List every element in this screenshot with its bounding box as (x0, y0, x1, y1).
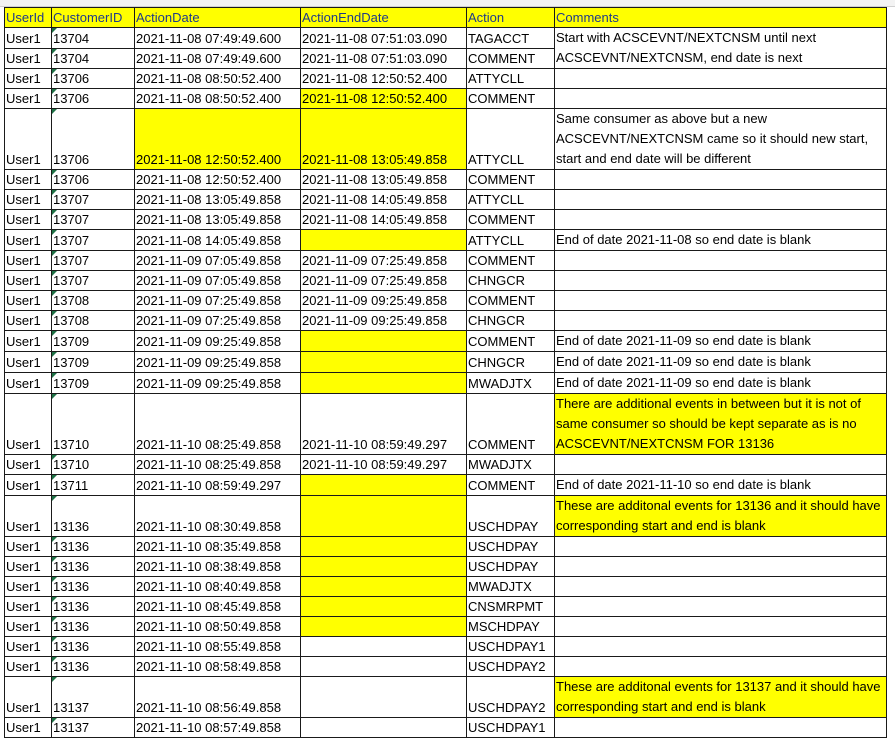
cell-comments[interactable]: Start with ACSCEVNT/NEXTCNSM until next (555, 28, 887, 49)
cell-actionenddate[interactable]: 2021-11-08 14:05:49.858 (301, 190, 467, 210)
error-indicator-icon (52, 557, 57, 562)
cell-actiondate[interactable]: 2021-11-08 08:50:52.400 (135, 69, 301, 89)
cell-customerid[interactable] (52, 170, 135, 190)
cell-userid[interactable]: User1 (5, 190, 52, 210)
cell-comments[interactable]: These are additonal events for 13136 and it should have corresponding start and end is blank (555, 496, 887, 537)
cell-action[interactable]: USCHDPAY (467, 537, 555, 557)
cell-userid[interactable]: User1 (5, 537, 52, 557)
cell-actionenddate[interactable] (301, 331, 467, 352)
cell-actiondate[interactable]: 2021-11-10 08:50:49.858 (135, 617, 301, 637)
table-row (5, 190, 887, 210)
cell-customerid[interactable] (52, 28, 135, 49)
cell-action[interactable]: ATTYCLL (467, 190, 555, 210)
cell-comments[interactable] (555, 597, 887, 617)
cell-actionenddate[interactable] (301, 677, 467, 718)
cell-actiondate[interactable]: 2021-11-09 07:05:49.858 (135, 251, 301, 271)
error-indicator-icon (52, 718, 57, 723)
cell-text: 13706 (53, 71, 90, 86)
cell-customerid[interactable] (52, 210, 135, 230)
cell-customerid[interactable] (52, 496, 135, 537)
error-indicator-icon (52, 28, 57, 33)
cell-customerid[interactable] (52, 394, 135, 455)
cell-customerid[interactable] (52, 291, 135, 311)
cell-userid[interactable]: User1 (5, 718, 52, 738)
cell-comments[interactable] (555, 251, 887, 271)
cell-action[interactable]: ATTYCLL (467, 230, 555, 251)
cell-actiondate[interactable]: 2021-11-09 09:25:49.858 (135, 331, 301, 352)
cell-actionenddate[interactable]: 2021-11-09 07:25:49.858 (301, 271, 467, 291)
header-row (5, 8, 887, 28)
cell-actiondate[interactable]: 2021-11-08 07:49:49.600 (135, 28, 301, 49)
cell-comments[interactable]: Same consumer as above but a new ACSCEVNT/NEXTCNSM came so it should new start, start and end date will be different (555, 109, 887, 170)
table-row (5, 311, 887, 331)
cell-actionenddate[interactable]: 2021-11-10 08:59:49.297 (301, 455, 467, 475)
cell-actionenddate[interactable] (301, 496, 467, 537)
cell-action[interactable]: CHNGCR (467, 271, 555, 291)
cell-userid[interactable]: User1 (5, 311, 52, 331)
table-row (5, 394, 887, 455)
error-indicator-icon (52, 394, 57, 399)
cell-userid[interactable]: User1 (5, 617, 52, 637)
cell-text: 13137 (53, 700, 90, 715)
cell-text: 13707 (53, 212, 90, 227)
cell-text: 13706 (53, 152, 90, 167)
cell-customerid[interactable] (52, 557, 135, 577)
table-row (5, 557, 887, 577)
cell-action[interactable]: ATTYCLL (467, 69, 555, 89)
cell-actiondate[interactable]: 2021-11-10 08:25:49.858 (135, 394, 301, 455)
cell-actiondate[interactable]: 2021-11-10 08:55:49.858 (135, 637, 301, 657)
cell-customerid[interactable] (52, 352, 135, 373)
cell-comments[interactable] (555, 271, 887, 291)
cell-comments[interactable] (555, 170, 887, 190)
cell-actiondate[interactable]: 2021-11-08 12:50:52.400 (135, 170, 301, 190)
cell-text: 13136 (53, 639, 90, 654)
cell-userid[interactable]: User1 (5, 637, 52, 657)
table-row (5, 677, 887, 718)
header-cell-userid[interactable]: UserId (5, 8, 52, 28)
column-header-strip (0, 0, 895, 7)
error-indicator-icon (52, 109, 57, 114)
cell-comments[interactable] (555, 577, 887, 597)
error-indicator-icon (52, 230, 57, 235)
error-indicator-icon (52, 271, 57, 276)
cell-text: 13707 (53, 192, 90, 207)
spreadsheet-grid (4, 7, 887, 738)
cell-userid[interactable]: User1 (5, 455, 52, 475)
cell-actionenddate[interactable]: 2021-11-08 13:05:49.858 (301, 170, 467, 190)
cell-text: 13707 (53, 253, 90, 268)
cell-actiondate[interactable]: 2021-11-10 08:40:49.858 (135, 577, 301, 597)
cell-actiondate[interactable]: 2021-11-09 07:25:49.858 (135, 311, 301, 331)
cell-action[interactable]: MWADJTX (467, 373, 555, 394)
error-indicator-icon (52, 291, 57, 296)
cell-userid[interactable]: User1 (5, 230, 52, 251)
error-indicator-icon (52, 190, 57, 195)
cell-actionenddate[interactable] (301, 475, 467, 496)
table-row (5, 331, 887, 352)
cell-comments[interactable] (555, 291, 887, 311)
cell-action[interactable]: USCHDPAY2 (467, 677, 555, 718)
table-row (5, 657, 887, 677)
table-row (5, 69, 887, 89)
error-indicator-icon (52, 352, 57, 357)
cell-actionenddate[interactable]: 2021-11-09 09:25:49.858 (301, 291, 467, 311)
cell-action[interactable]: MWADJTX (467, 455, 555, 475)
cell-customerid[interactable] (52, 617, 135, 637)
cell-text: 13709 (53, 376, 90, 391)
cell-action[interactable]: COMMENT (467, 475, 555, 496)
cell-actionenddate[interactable]: 2021-11-08 07:51:03.090 (301, 28, 467, 49)
cell-userid[interactable]: User1 (5, 677, 52, 718)
cell-comments[interactable]: End of date 2021-11-09 so end date is blank (555, 373, 887, 394)
cell-userid[interactable]: User1 (5, 394, 52, 455)
cell-action[interactable]: COMMENT (467, 48, 555, 69)
error-indicator-icon (52, 657, 57, 662)
cell-text: 13136 (53, 619, 90, 634)
cell-actionenddate[interactable] (301, 718, 467, 738)
table-row (5, 617, 887, 637)
error-indicator-icon (52, 537, 57, 542)
cell-text: 13711 (53, 478, 89, 493)
cell-comments[interactable] (555, 190, 887, 210)
cell-action[interactable]: COMMENT (467, 251, 555, 271)
error-indicator-icon (52, 210, 57, 215)
error-indicator-icon (52, 311, 57, 316)
cell-text: 13706 (53, 91, 90, 106)
cell-actiondate[interactable]: 2021-11-10 08:58:49.858 (135, 657, 301, 677)
cell-userid[interactable]: User1 (5, 170, 52, 190)
cell-customerid[interactable] (52, 657, 135, 677)
cell-comments[interactable]: End of date 2021-11-10 so end date is blank (555, 475, 887, 496)
table-row (5, 210, 887, 230)
cell-customerid[interactable] (52, 597, 135, 617)
cell-actionenddate[interactable] (301, 657, 467, 677)
cell-comments[interactable] (555, 69, 887, 89)
cell-actionenddate[interactable] (301, 373, 467, 394)
cell-actiondate[interactable]: 2021-11-10 08:56:49.858 (135, 677, 301, 718)
cell-actiondate[interactable]: 2021-11-10 08:35:49.858 (135, 537, 301, 557)
cell-text: 13709 (53, 355, 90, 370)
table-row (5, 170, 887, 190)
cell-comments[interactable] (555, 718, 887, 738)
cell-customerid[interactable] (52, 89, 135, 109)
error-indicator-icon (52, 617, 57, 622)
cell-action[interactable]: MWADJTX (467, 577, 555, 597)
cell-userid[interactable]: User1 (5, 28, 52, 49)
cell-comments[interactable] (555, 537, 887, 557)
cell-customerid[interactable] (52, 331, 135, 352)
error-indicator-icon (52, 577, 57, 582)
table-row (5, 373, 887, 394)
cell-action[interactable]: USCHDPAY1 (467, 637, 555, 657)
table-row (5, 475, 887, 496)
error-indicator-icon (52, 89, 57, 94)
cell-comments[interactable] (555, 210, 887, 230)
header-cell-action[interactable]: Action (467, 8, 555, 28)
cell-comments[interactable] (555, 557, 887, 577)
cell-customerid[interactable] (52, 637, 135, 657)
error-indicator-icon (52, 170, 57, 175)
cell-userid[interactable]: User1 (5, 251, 52, 271)
cell-action[interactable]: USCHDPAY (467, 557, 555, 577)
cell-customerid[interactable] (52, 311, 135, 331)
cell-text: 13708 (53, 313, 90, 328)
cell-action[interactable]: CHNGCR (467, 352, 555, 373)
error-indicator-icon (52, 475, 57, 480)
cell-customerid[interactable] (52, 271, 135, 291)
error-indicator-icon (52, 251, 57, 256)
cell-text: 13707 (53, 233, 90, 248)
cell-customerid[interactable] (52, 537, 135, 557)
cell-text: 13136 (53, 659, 90, 674)
cell-comments[interactable] (555, 455, 887, 475)
cell-action[interactable]: TAGACCT (467, 28, 555, 49)
cell-text: 13707 (53, 273, 90, 288)
cell-userid[interactable]: User1 (5, 577, 52, 597)
error-indicator-icon (52, 677, 57, 682)
cell-customerid[interactable] (52, 475, 135, 496)
cell-text: 13136 (53, 579, 90, 594)
cell-text: 13710 (53, 457, 90, 472)
table-row (5, 28, 887, 49)
cell-actionenddate[interactable] (301, 617, 467, 637)
cell-text: 13709 (53, 334, 90, 349)
cell-actiondate[interactable]: 2021-11-08 12:50:52.400 (135, 109, 301, 170)
cell-userid[interactable]: User1 (5, 597, 52, 617)
cell-userid[interactable]: User1 (5, 210, 52, 230)
table-row (5, 352, 887, 373)
table-row (5, 637, 887, 657)
cell-userid[interactable]: User1 (5, 373, 52, 394)
cell-customerid[interactable] (52, 48, 135, 69)
table-row (5, 89, 887, 109)
cell-actiondate[interactable]: 2021-11-10 08:30:49.858 (135, 496, 301, 537)
table-row (5, 455, 887, 475)
cell-actionenddate[interactable]: 2021-11-09 07:25:49.858 (301, 251, 467, 271)
cell-actiondate[interactable]: 2021-11-08 13:05:49.858 (135, 210, 301, 230)
cell-action[interactable]: ATTYCLL (467, 109, 555, 170)
cell-actionenddate[interactable]: 2021-11-08 12:50:52.400 (301, 89, 467, 109)
cell-text: 13136 (53, 559, 90, 574)
cell-actiondate[interactable]: 2021-11-10 08:45:49.858 (135, 597, 301, 617)
cell-actionenddate[interactable] (301, 557, 467, 577)
cell-customerid[interactable] (52, 69, 135, 89)
cell-customerid[interactable] (52, 190, 135, 210)
cell-actionenddate[interactable] (301, 230, 467, 251)
cell-actiondate[interactable]: 2021-11-08 07:49:49.600 (135, 48, 301, 69)
cell-customerid[interactable] (52, 373, 135, 394)
cell-actionenddate[interactable] (301, 577, 467, 597)
cell-text: 13704 (53, 51, 90, 66)
cell-actionenddate[interactable] (301, 637, 467, 657)
cell-userid[interactable]: User1 (5, 475, 52, 496)
cell-actionenddate[interactable]: 2021-11-10 08:59:49.297 (301, 394, 467, 455)
cell-action[interactable]: USCHDPAY2 (467, 657, 555, 677)
cell-action[interactable]: COMMENT (467, 331, 555, 352)
cell-comments[interactable] (555, 657, 887, 677)
cell-comments[interactable]: End of date 2021-11-08 so end date is blank (555, 230, 887, 251)
table-row (5, 271, 887, 291)
cell-comments[interactable]: These are additonal events for 13137 and it should have corresponding start and end is blank (555, 677, 887, 718)
cell-actionenddate[interactable] (301, 597, 467, 617)
cell-comments[interactable] (555, 637, 887, 657)
table-row (5, 496, 887, 537)
cell-actionenddate[interactable]: 2021-11-08 14:05:49.858 (301, 210, 467, 230)
cell-actiondate[interactable]: 2021-11-10 08:25:49.858 (135, 455, 301, 475)
cell-userid[interactable]: User1 (5, 331, 52, 352)
cell-action[interactable]: MSCHDPAY (467, 617, 555, 637)
cell-customerid[interactable] (52, 577, 135, 597)
cell-text: 13706 (53, 172, 90, 187)
cell-userid[interactable]: User1 (5, 109, 52, 170)
cell-comments[interactable] (555, 617, 887, 637)
cell-actiondate[interactable]: 2021-11-08 14:05:49.858 (135, 230, 301, 251)
cell-text: 13136 (53, 539, 90, 554)
cell-actionenddate[interactable]: 2021-11-09 09:25:49.858 (301, 311, 467, 331)
cell-action[interactable]: COMMENT (467, 170, 555, 190)
cell-actiondate[interactable]: 2021-11-10 08:38:49.858 (135, 557, 301, 577)
header-cell-actiondate[interactable]: ActionDate (135, 8, 301, 28)
cell-text: 13136 (53, 599, 90, 614)
cell-text: 13137 (53, 720, 90, 735)
cell-customerid[interactable] (52, 677, 135, 718)
error-indicator-icon (52, 496, 57, 501)
cell-comments[interactable] (555, 311, 887, 331)
cell-customerid[interactable] (52, 718, 135, 738)
cell-action[interactable]: COMMENT (467, 89, 555, 109)
cell-actiondate[interactable]: 2021-11-09 09:25:49.858 (135, 373, 301, 394)
cell-userid[interactable]: User1 (5, 271, 52, 291)
cell-userid[interactable]: User1 (5, 352, 52, 373)
header-cell-actionenddate[interactable]: ActionEndDate (301, 8, 467, 28)
cell-userid[interactable]: User1 (5, 69, 52, 89)
cell-action[interactable]: CNSMRPMT (467, 597, 555, 617)
cell-customerid[interactable] (52, 230, 135, 251)
cell-actiondate[interactable]: 2021-11-08 13:05:49.858 (135, 190, 301, 210)
error-indicator-icon (52, 455, 57, 460)
cell-comments[interactable]: End of date 2021-11-09 so end date is blank (555, 331, 887, 352)
error-indicator-icon (52, 331, 57, 336)
cell-actionenddate[interactable] (301, 537, 467, 557)
cell-userid[interactable]: User1 (5, 48, 52, 69)
cell-action[interactable]: USCHDPAY (467, 496, 555, 537)
table-row (5, 291, 887, 311)
error-indicator-icon (52, 49, 57, 54)
table-row (5, 577, 887, 597)
cell-text: 13710 (53, 437, 90, 452)
table-row (5, 597, 887, 617)
table-row (5, 251, 887, 271)
cell-actionenddate[interactable]: 2021-11-08 07:51:03.090 (301, 48, 467, 69)
cell-comments[interactable]: There are additional events in between but it is not of same consumer so should be kept separate as is no ACSCEVNT/NEXTCNSM FOR 13136 (555, 394, 887, 455)
cell-action[interactable]: COMMENT (467, 291, 555, 311)
cell-comments[interactable] (555, 89, 887, 109)
cell-userid[interactable]: User1 (5, 89, 52, 109)
cell-text: 13136 (53, 519, 90, 534)
cell-actiondate[interactable]: 2021-11-10 08:57:49.858 (135, 718, 301, 738)
header-cell-customerid[interactable]: CustomerID (52, 8, 135, 28)
cell-userid[interactable]: User1 (5, 657, 52, 677)
cell-customerid[interactable] (52, 251, 135, 271)
cell-actiondate[interactable]: 2021-11-09 07:25:49.858 (135, 291, 301, 311)
cell-actionenddate[interactable]: 2021-11-08 12:50:52.400 (301, 69, 467, 89)
error-indicator-icon (52, 637, 57, 642)
error-indicator-icon (52, 69, 57, 74)
cell-action[interactable]: COMMENT (467, 394, 555, 455)
cell-actionenddate[interactable]: 2021-11-08 13:05:49.858 (301, 109, 467, 170)
table-row (5, 48, 887, 69)
header-cell-comments[interactable]: Comments (555, 8, 887, 28)
cell-comments[interactable]: ACSCEVNT/NEXTCNSM, end date is next (555, 48, 887, 69)
cell-actiondate[interactable]: 2021-11-09 07:05:49.858 (135, 271, 301, 291)
error-indicator-icon (52, 373, 57, 378)
cell-action[interactable]: USCHDPAY1 (467, 718, 555, 738)
cell-customerid[interactable] (52, 109, 135, 170)
cell-comments[interactable]: End of date 2021-11-09 so end date is blank (555, 352, 887, 373)
table-row (5, 718, 887, 738)
cell-action[interactable]: COMMENT (467, 210, 555, 230)
table-row (5, 537, 887, 557)
cell-customerid[interactable] (52, 455, 135, 475)
cell-action[interactable]: CHNGCR (467, 311, 555, 331)
error-indicator-icon (52, 597, 57, 602)
cell-text: 13704 (53, 30, 90, 46)
cell-userid[interactable]: User1 (5, 557, 52, 577)
cell-text: 13708 (53, 293, 90, 308)
cell-actionenddate[interactable] (301, 352, 467, 373)
table-row (5, 109, 887, 170)
table-row (5, 230, 887, 251)
cell-userid[interactable]: User1 (5, 291, 52, 311)
cell-userid[interactable]: User1 (5, 496, 52, 537)
cell-actiondate[interactable]: 2021-11-09 09:25:49.858 (135, 352, 301, 373)
cell-actiondate[interactable]: 2021-11-08 08:50:52.400 (135, 89, 301, 109)
cell-actiondate[interactable]: 2021-11-10 08:59:49.297 (135, 475, 301, 496)
